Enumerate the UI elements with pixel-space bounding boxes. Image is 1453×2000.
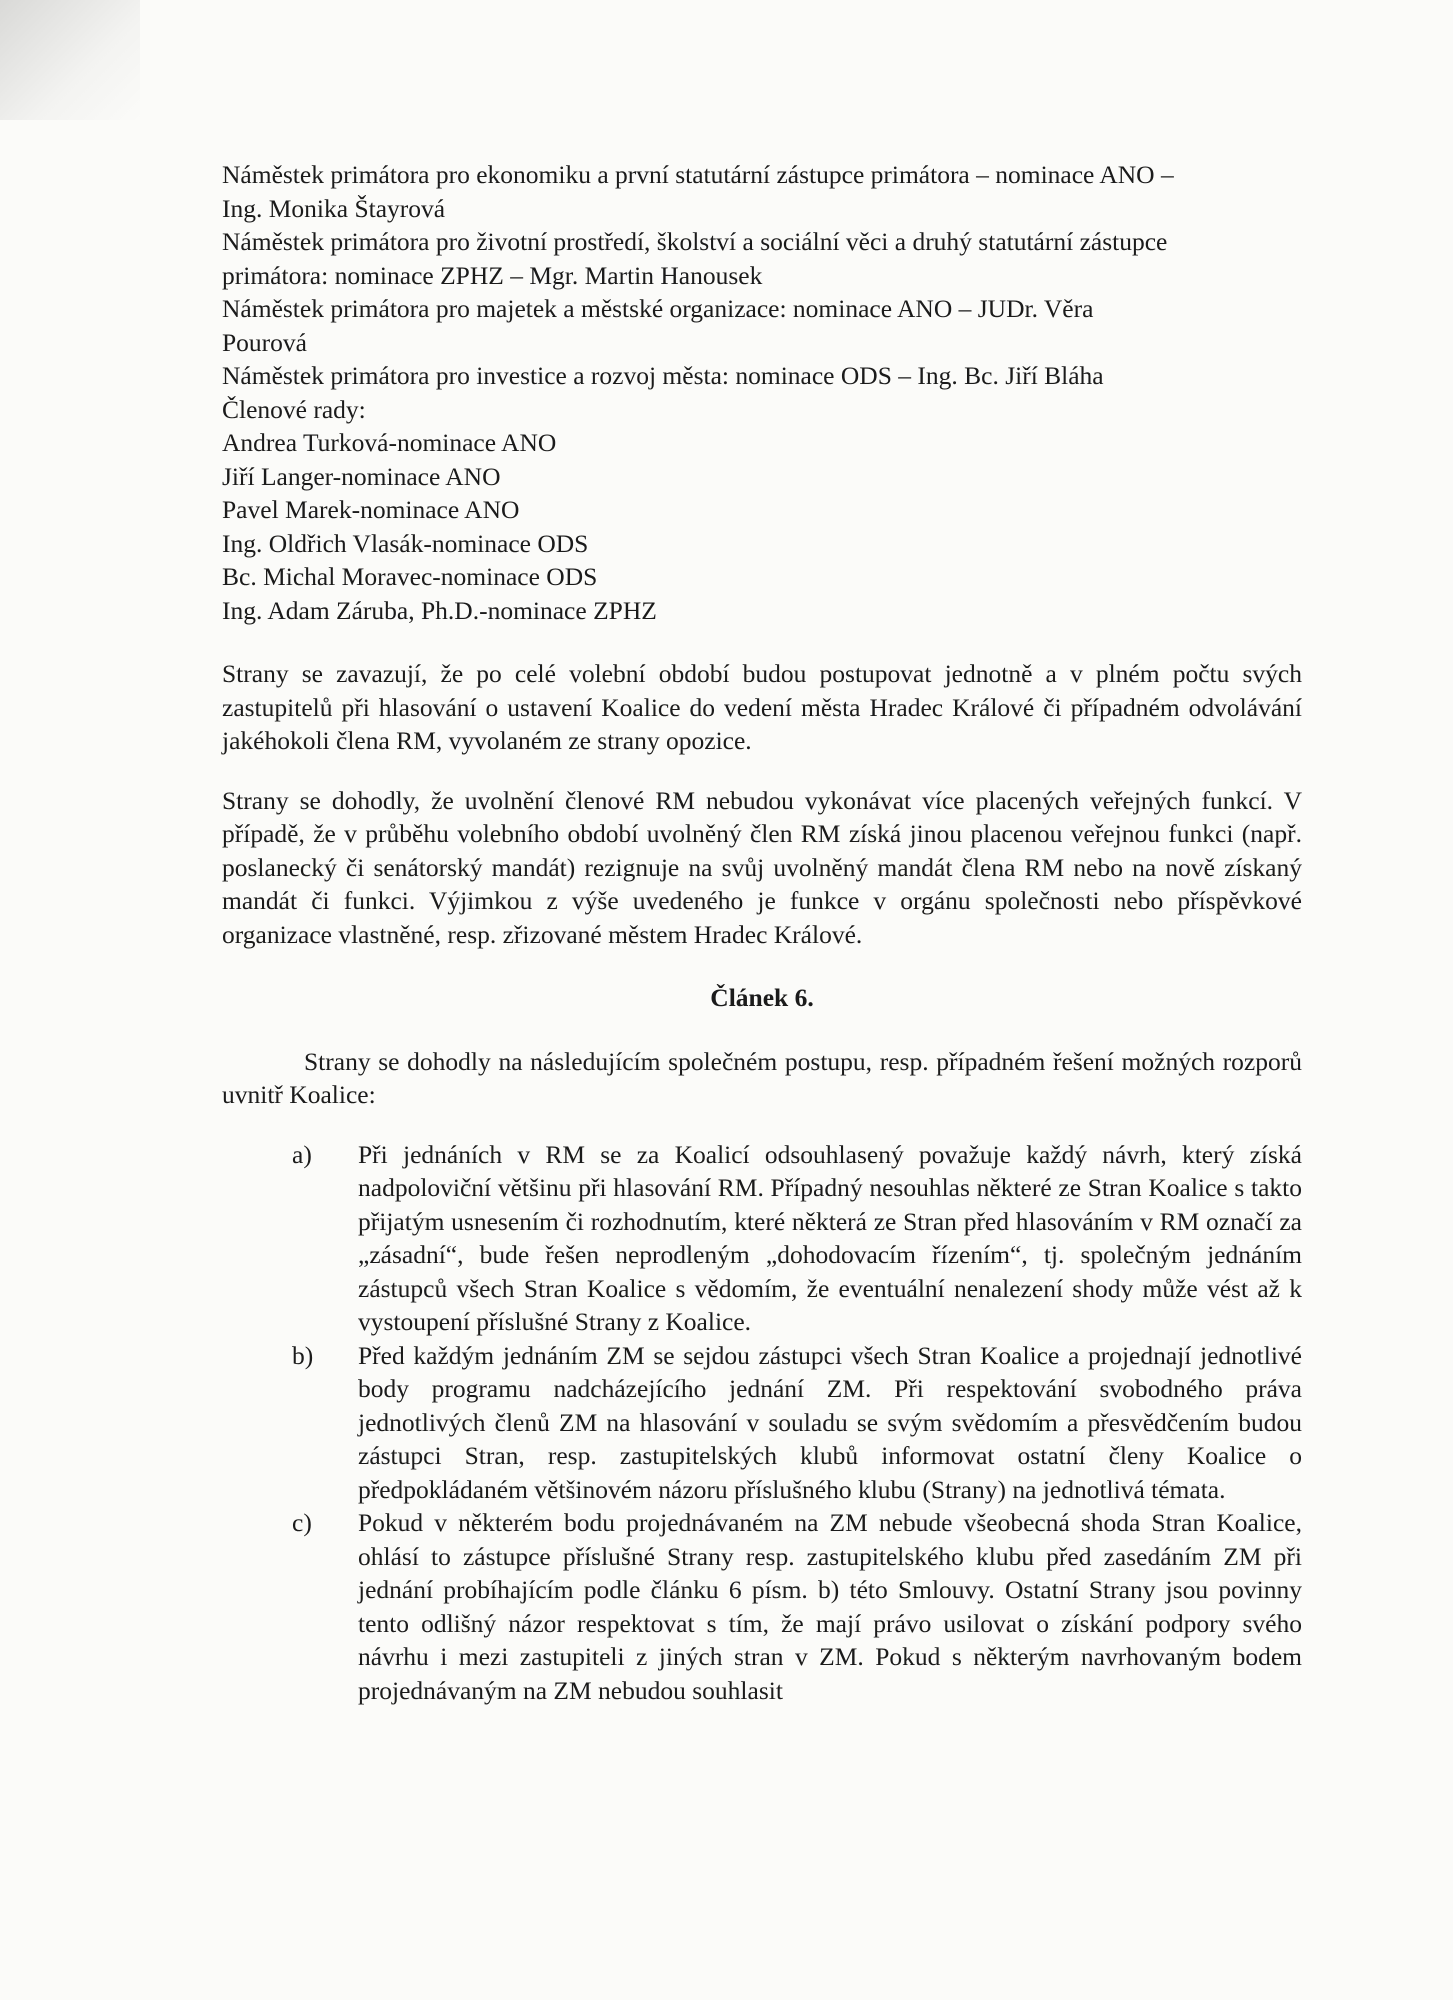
article-intro: Strany se dohodly na následujícím společném postupu, resp. případném řešení možných rozporů uvnitř Koalice: [222, 1046, 1302, 1109]
item-label: b) [292, 1340, 314, 1370]
paragraph-functions: Strany se dohodly, že uvolnění členové RM nebudou vykonávat více placených veřejných funkcí. V případě, že v průběhu volebního období uvolněný člen RM získá jinou placenou veřejnou funkci (např. poslanecký či senátorský mandát) rezignuje na svůj uvolněný mandát člena RM nebo na nově získaný mandát či funkci. Výjimkou z výše uvedeného je funkce v orgánu společnosti nebo příspěvkové organizace vlastněné, resp. zřizované městem Hradec Králové. [222, 785, 1302, 949]
list-item [222, 1339, 1302, 1507]
intro-line: Ing. Monika Štayrová [222, 193, 446, 223]
intro-line: Členové rady: [222, 394, 366, 424]
intro-block [222, 158, 1302, 627]
intro-line: Pavel Marek-nominace ANO [222, 495, 520, 524]
paragraph-voting: Strany se zavazují, že po celé volební období budou postupovat jednotně a v plném počtu svých zastupitelů při hlasování o ustavení Koalice do vedení města Hradec Králové či případném odvolávání jakéhokoli člena RM, vyvolaném ze strany opozice. [222, 659, 1302, 755]
intro-line: Pourová [222, 327, 307, 357]
document-body [222, 158, 1302, 1707]
intro-line: Náměstek primátora pro investice a rozvoj města: nominace ODS – Ing. Bc. Jiří Bláha [222, 361, 1104, 390]
article-heading: Článek 6. [710, 983, 814, 1012]
intro-line: Náměstek primátora pro majetek a městské organizace: nominace ANO – JUDr. Věra [222, 294, 1094, 323]
list-item [222, 1138, 1302, 1339]
scan-shadow [0, 0, 140, 120]
article-items [222, 1138, 1302, 1708]
item-text: Při jednáních v RM se za Koalicí odsouhlasený považuje každý návrh, který získá nadpoloviční většinu při hlasování RM. Případný nesouhlas některé ze Stran Koalice s takto přijatým usnesením či rozhodnutím, které některá ze Stran před hlasováním v RM označí za „zásadní“, bude řešen neprodleným „dohodovacím řízením“, tj. společným jednáním zástupců všech Stran Koalice s vědomím, že eventuální nenalezení shody může vést až k vystoupení příslušné Strany z Koalice. [358, 1139, 1302, 1336]
item-text: Před každým jednáním ZM se sejdou zástupci všech Stran Koalice a projednají jednotlivé body programu nadcházejícího jednání ZM. Při respektování svobodného práva jednotlivých členů ZM na hlasování v souladu se svým svědomím a přesvědčením budou zástupci Stran, resp. zastupitelských klubů informovat ostatní členy Koalice o předpokládaném většinovém názoru příslušného klubu (Strany) na jednotlivá témata. [358, 1340, 1302, 1504]
intro-line: Ing. Adam Záruba, Ph.D.-nominace ZPHZ [222, 595, 657, 625]
intro-line: Ing. Oldřich Vlasák-nominace ODS [222, 528, 589, 558]
intro-line: Náměstek primátora pro ekonomiku a první statutární zástupce primátora – nominace ANO – [222, 160, 1174, 189]
intro-line: Jiří Langer-nominace ANO [222, 461, 501, 491]
intro-line: Bc. Michal Moravec-nominace ODS [222, 562, 598, 591]
intro-line: Andrea Turková-nominace ANO [222, 428, 557, 457]
intro-line: Náměstek primátora pro životní prostředí, školství a sociální věci a druhý statutární zástupce [222, 227, 1168, 256]
item-text: Pokud v některém bodu projednávaném na ZM nebude všeobecná shoda Stran Koalice, ohlásí to zástupce příslušné Strany resp. zastupitelského klubu před zasedáním ZM při jednání probíhajícím podle článku 6 písm. b) této Smlouvy. Ostatní Strany jsou povinny tento odlišný názor respektovat s tím, že mají právo usilovat o získání podpory svého návrhu i mezi zastupiteli z jiných stran v ZM. Pokud s některým navrhovaným bodem projednávaným na ZM nebudou souhlasit [358, 1508, 1302, 1705]
item-label: a) [292, 1139, 312, 1169]
intro-line: primátora: nominace ZPHZ – Mgr. Martin Hanousek [222, 260, 763, 290]
list-item [222, 1506, 1302, 1707]
item-label: c) [292, 1508, 312, 1537]
